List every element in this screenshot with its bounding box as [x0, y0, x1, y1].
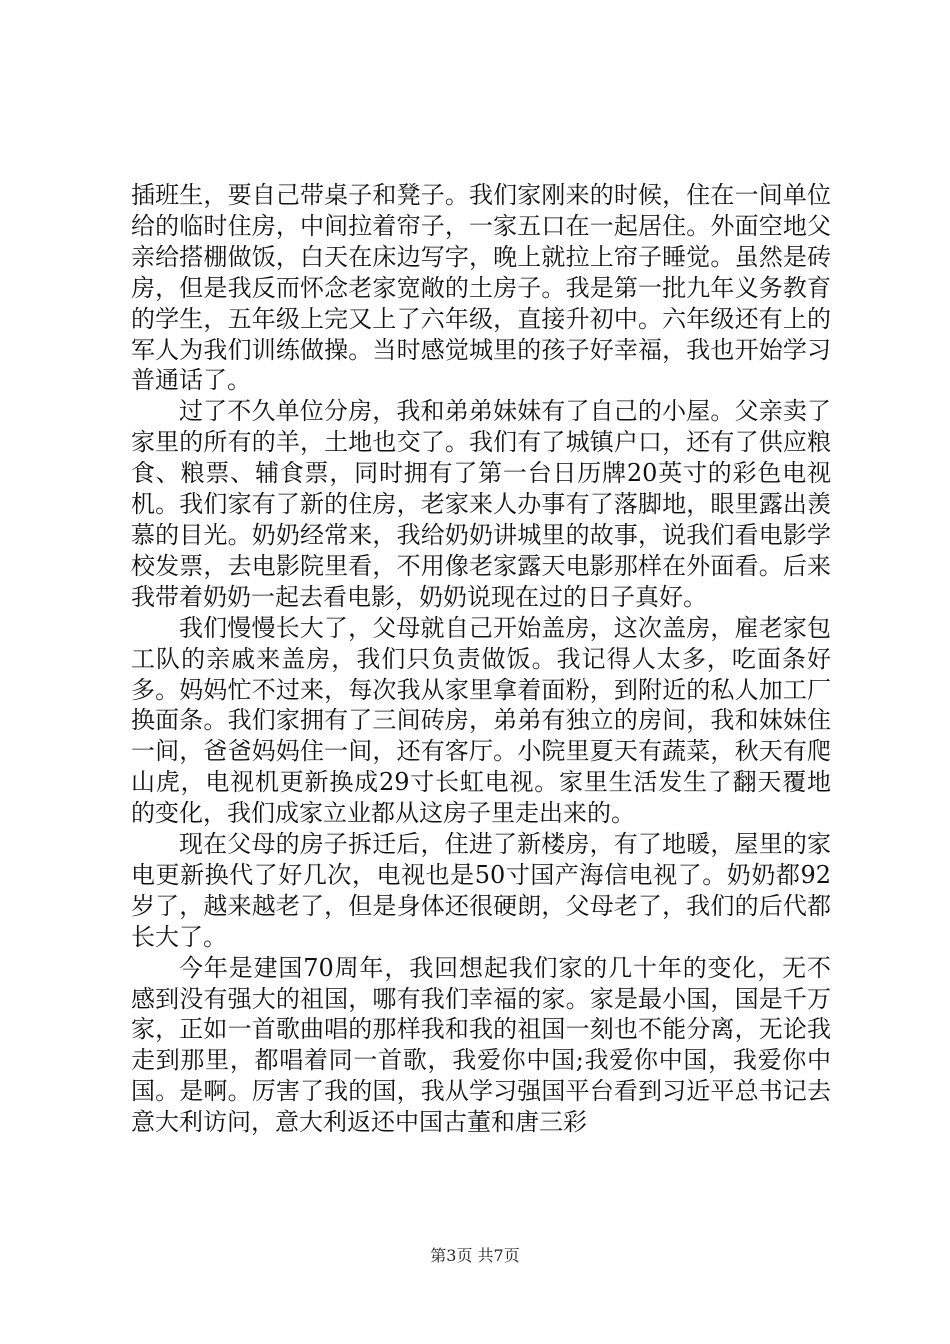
document-body [131, 180, 831, 1138]
paragraph-5: 今年是建国70周年，我回想起我们家的几十年的变化，无不感到没有强大的祖国，哪有我们幸福的家。家是最小国，国是千万家，正如一首歌曲唱的那样我和我的祖国一刻也不能分离，无论我走到那里，都唱着同一首歌，我爱你中国;我爱你中国，我爱你中国。是啊。厉害了我的国，我从学习强国平台看到习近平总书记去意大利访问，意大利返还中国古董和唐三彩 [131, 953, 831, 1137]
paragraph-3: 我们慢慢长大了，父母就自己开始盖房，这次盖房，雇老家包工队的亲戚来盖房，我们只负责做饭。我记得人太多，吃面条好多。妈妈忙不过来，每次我从家里拿着面粉，到附近的私人加工厂换面条。我们家拥有了三间砖房，弟弟有独立的房间，我和妹妹住一间，爸爸妈妈住一间，还有客厅。小院里夏天有蔬菜，秋天有爬山虎，电视机更新换成29寸长虹电视。家里生活发生了翻天覆地的变化，我们成家立业都从这房子里走出来的。 [131, 613, 831, 828]
paragraph-4: 现在父母的房子拆迁后，住进了新楼房，有了地暖，屋里的家电更新换代了好几次，电视也是50寸国产海信电视了。奶奶都92岁了，越来越老了，但是身体还很硬朗，父母老了，我们的后代都长大了。 [131, 830, 831, 951]
paragraph-1: 插班生，要自己带桌子和凳子。我们家刚来的时候，住在一间单位给的临时住房，中间拉着帘子，一家五口在一起居住。外面空地父亲给搭棚做饭，白天在床边写字，晚上就拉上帘子睡觉。虽然是砖房，但是我反而怀念老家宽敞的土房子。我是第一批九年义务教育的学生，五年级上完又上了六年级，直接升初中。六年级还有上的军人为我们训练做操。当时感觉城里的孩子好幸福，我也开始学习普通话了。 [131, 181, 831, 395]
page-footer: 第3页 共7页 [430, 1246, 520, 1265]
paragraph-2: 过了不久单位分房，我和弟弟妹妹有了自己的小屋。父亲卖了家里的所有的羊，土地也交了。我们有了城镇户口，还有了供应粮食、粮票、辅食票，同时拥有了第一台日历牌20英寸的彩色电视机。我们家有了新的住房，老家来人办事有了落脚地，眼里露出羡慕的目光。奶奶经常来，我给奶奶讲城里的故事，说我们看电影学校发票，去电影院里看，不用像老家露天电影那样在外面看。后来我带着奶奶一起去看电影，奶奶说现在过的日子真好。 [131, 397, 831, 611]
